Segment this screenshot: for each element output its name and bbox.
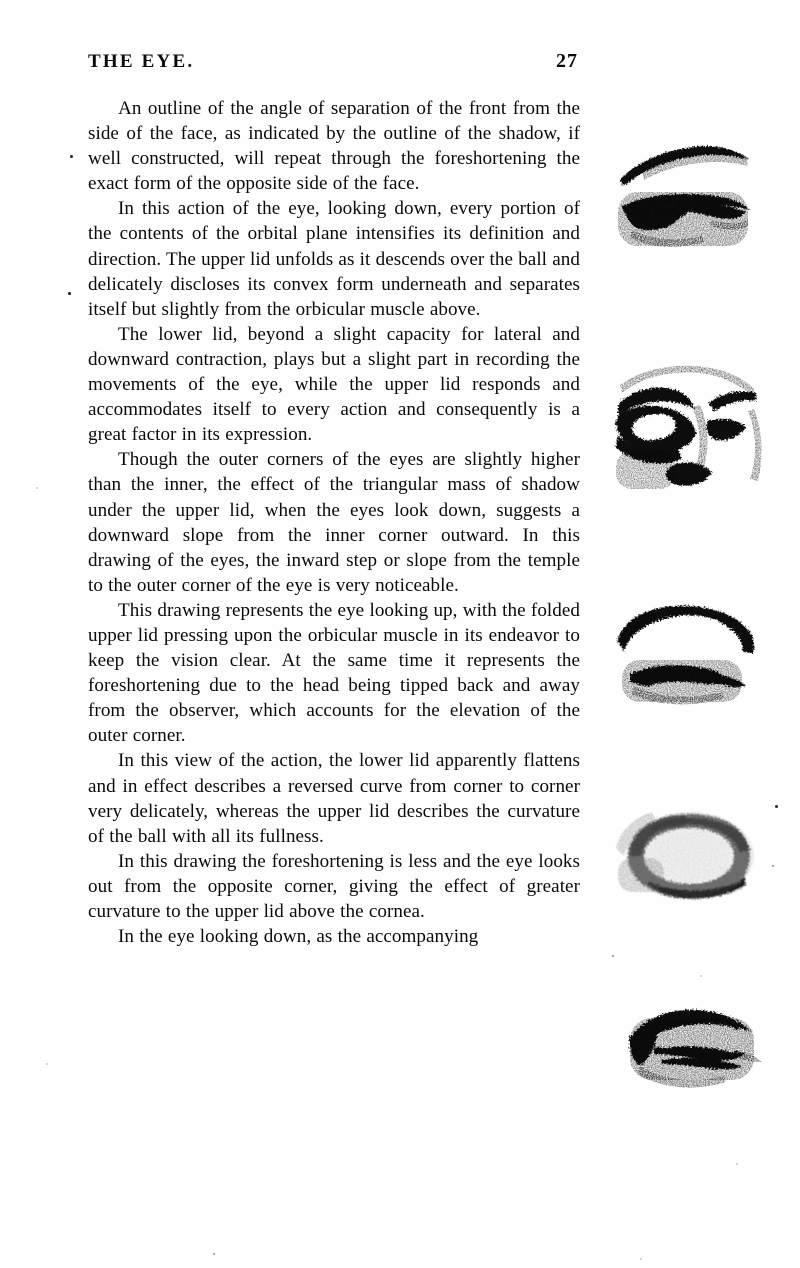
scan-speck: [46, 1063, 48, 1065]
illustration-eye-with-heavy-lashes: [618, 1000, 768, 1105]
scan-speck: [70, 155, 73, 158]
page-number: 27: [556, 50, 578, 72]
paragraph: The lower lid, beyond a slight capacity for lateral and downward contraction, plays but a slight part in recording the movements of the eye, while the upper lid responds and accommodates itself to every action and consequently is a great factor in its expression.: [88, 323, 580, 446]
paragraph: In this view of the action, the lower lid apparently flattens and in effect describes a reversed curve from corner to corner very delicately, whereas the upper lid describes the curvature of the ball with all its fullness.: [88, 750, 580, 847]
scan-speck: [736, 1163, 738, 1165]
paragraph: In this action of the eye, looking down, every portion of the contents of the orbital plane intensifies its definition and direction. The upper lid unfolds as it descends over the ball and delicately discloses its convex form underneath and separates itself but slightly from the orbicular muscle above.: [88, 198, 580, 320]
illustration-eye-socket-soft-pencil-study: [610, 800, 770, 915]
illustration-eye-looking-down-with-brow: [612, 140, 762, 260]
scan-speck: [213, 1253, 215, 1255]
running-header: [88, 50, 578, 73]
scan-speck: [640, 1258, 642, 1260]
paragraph: In this drawing the foreshortening is less and the eye looks out from the opposite corner, giving the effect of greater curvature to the upper lid above the cornea.: [88, 850, 580, 922]
paragraph: An outline of the angle of separation of the front from the side of the face, as indicated by the outline of the shadow, if well constructed, will repeat through the foreshortening the exact form of the opposite side of the face.: [88, 98, 580, 195]
both-eyes-three-quarter-view-icon: [608, 355, 768, 505]
page-title: THE EYE.: [88, 51, 195, 72]
illustration-both-eyes-three-quarter-view: [608, 355, 768, 505]
scan-speck: [700, 975, 702, 977]
scan-speck: [68, 292, 71, 295]
scan-speck: [36, 487, 38, 489]
eye-socket-soft-pencil-study-icon: [610, 800, 770, 915]
illustration-eye-looking-up-with-brow-arc: [612, 598, 767, 713]
eye-looking-up-with-brow-arc-icon: [612, 598, 767, 713]
scan-speck: [772, 865, 774, 867]
scan-speck: [775, 805, 778, 808]
body-text-column: [88, 96, 580, 949]
paragraph: Though the outer corners of the eyes are slightly higher than the inner, the effect of the triangular mass of shadow under the upper lid, when the eyes look down, suggests a downward slope from the inner corner outward. In this drawing of the eyes, the inward step or slope from the temple to the outer corner of the eye is very noticeable.: [88, 449, 580, 596]
paragraph: In the eye looking down, as the accompanying: [118, 926, 479, 948]
scan-speck: [612, 955, 614, 957]
eye-looking-down-with-brow-icon: [612, 140, 762, 260]
paragraph: This drawing represents the eye looking up, with the folded upper lid pressing upon the orbicular muscle in its endeavor to keep the vision clear. At the same time it represents the foreshortening due to the head being tipped back and away from the observer, which accounts for the elevation of the outer corner.: [88, 599, 580, 747]
eye-with-heavy-lashes-icon: [618, 1000, 768, 1105]
